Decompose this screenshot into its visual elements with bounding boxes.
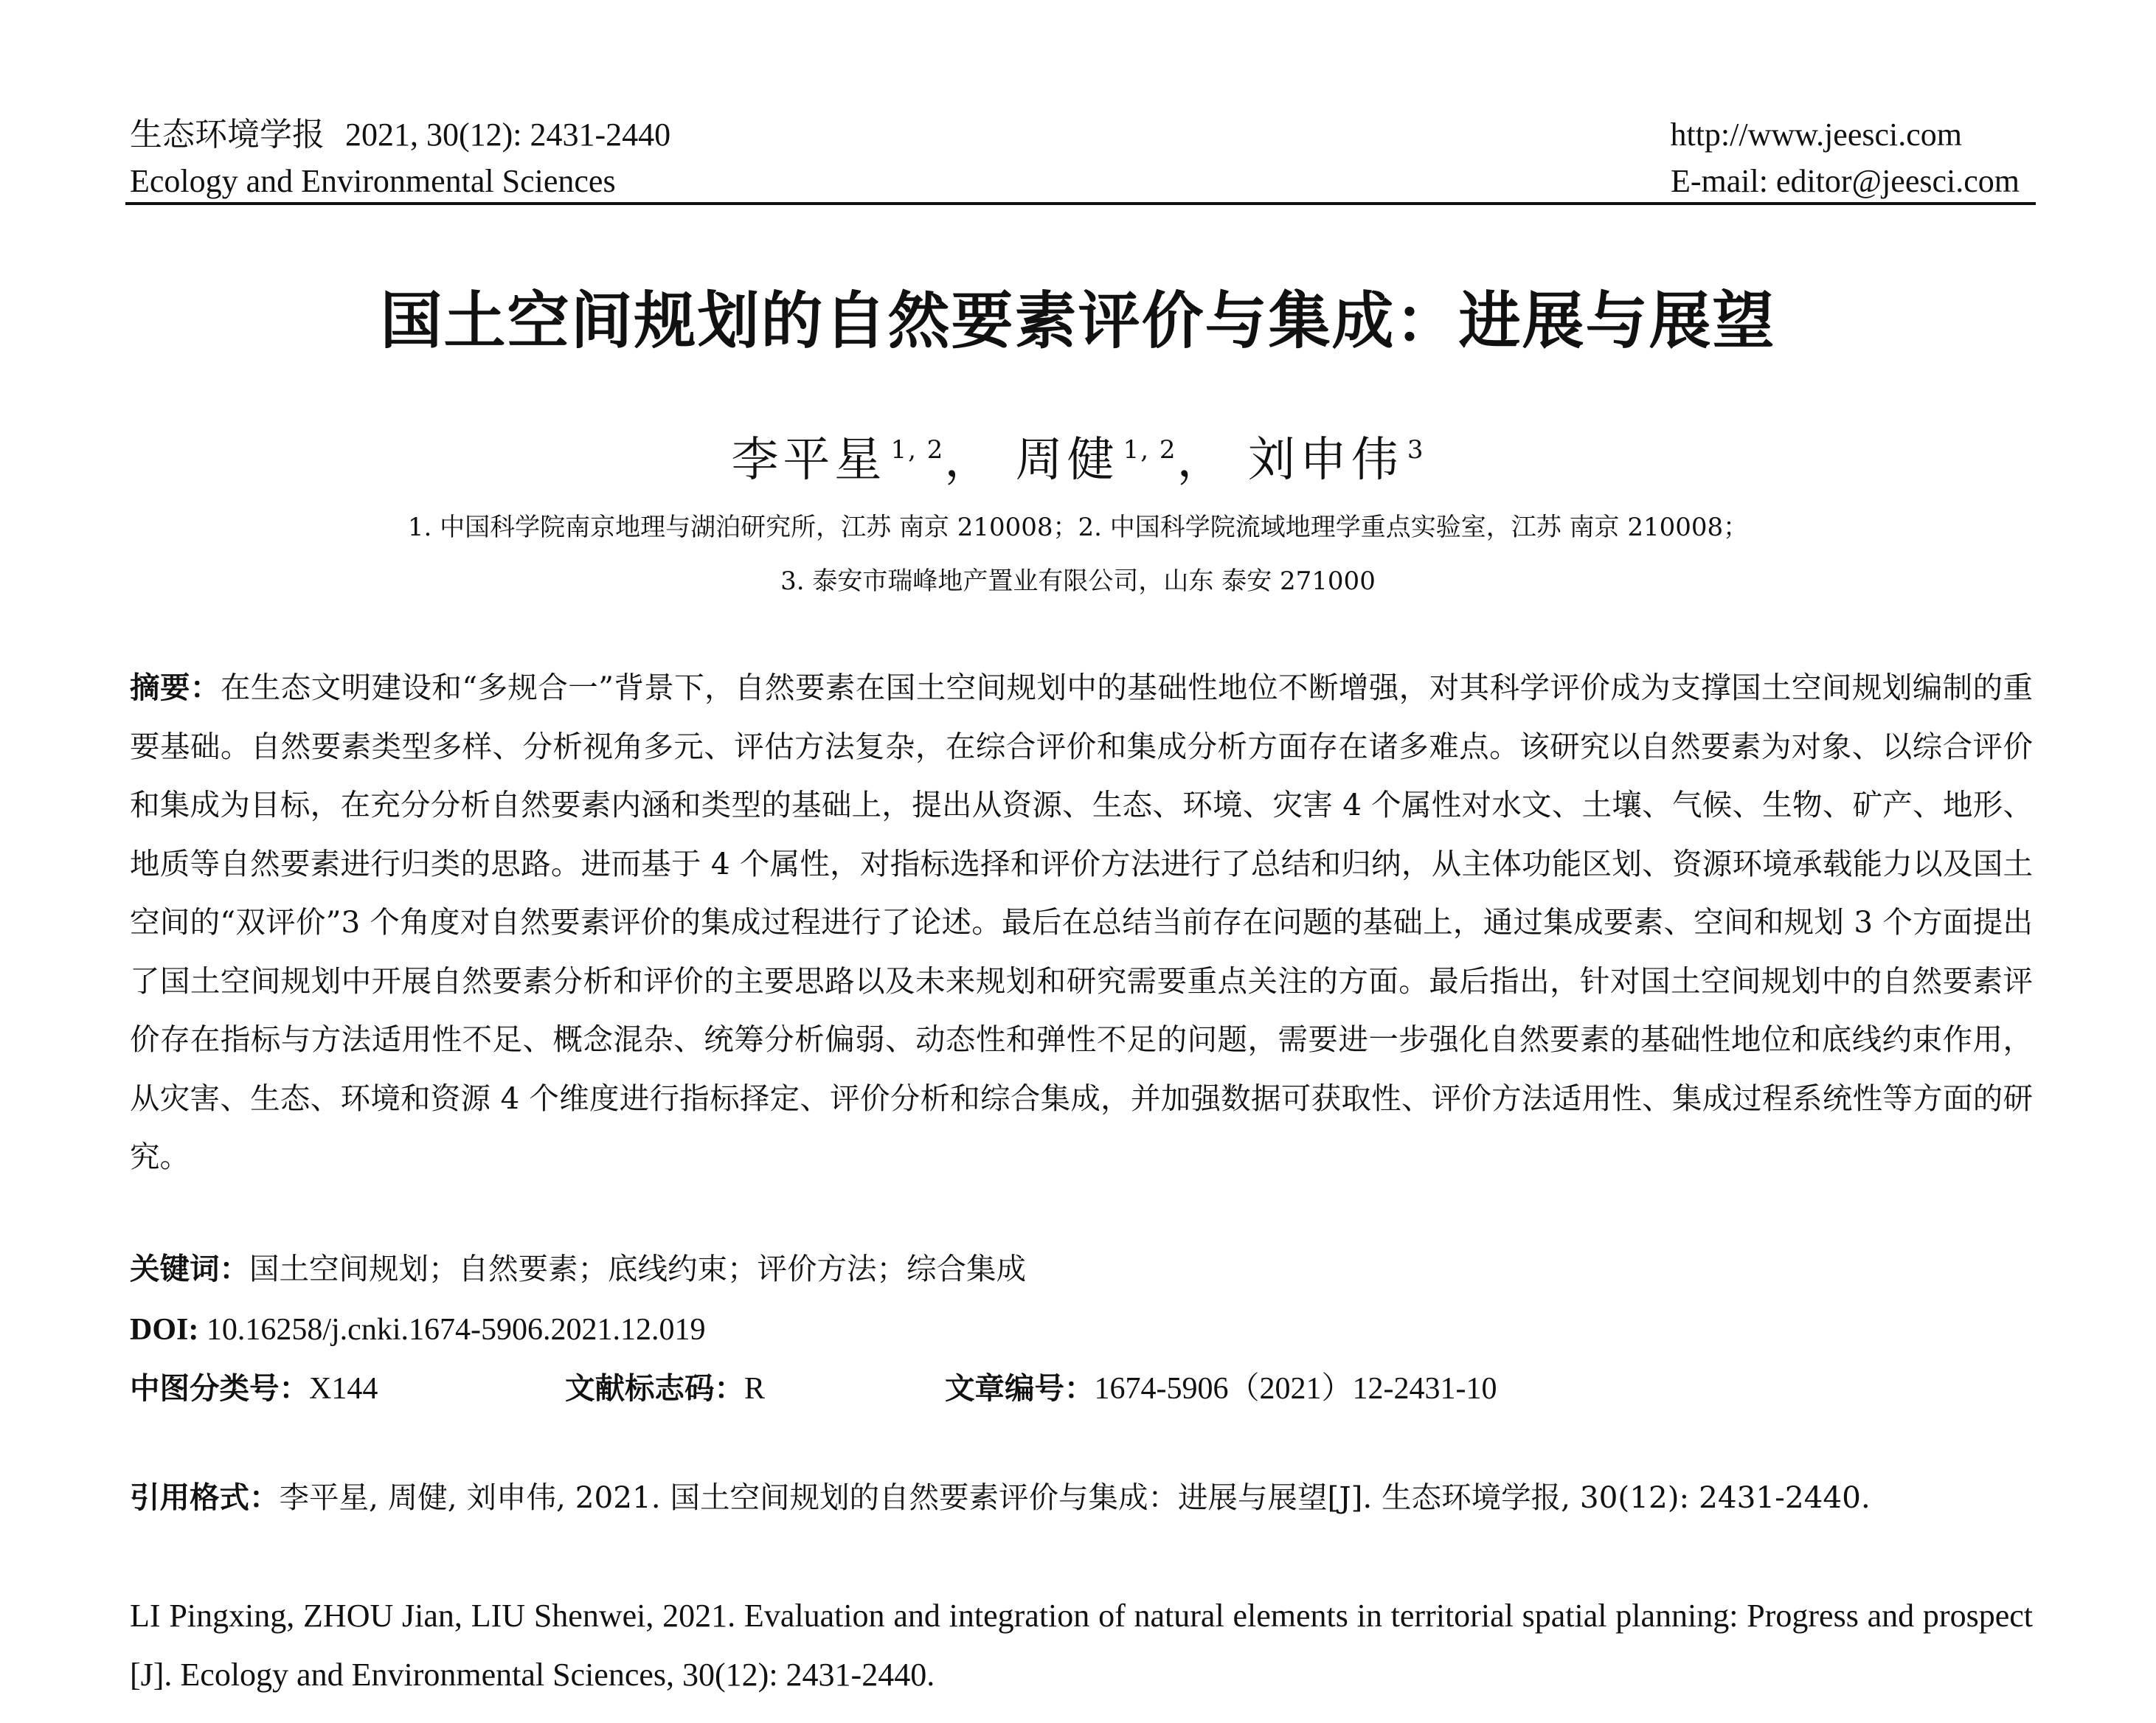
affiliation-line: 1. 中国科学院南京地理与湖泊研究所，江苏 南京 210008；2. 中国科学院流域地理学重点实验室，江苏 南京 210008； xyxy=(407,513,1749,542)
doi-label: DOI: xyxy=(130,1313,199,1347)
affiliation-line: 3. 泰安市瑞峰地产置业有限公司，山东 泰安 271000 xyxy=(780,566,1376,596)
journal-url[interactable]: http://www.jeesci.com xyxy=(1670,117,1962,153)
journal-name-en: Ecology and Environmental Sciences xyxy=(130,163,616,199)
author-affiliation-mark: 1, 2 xyxy=(1123,435,1177,465)
journal-name-cn: 生态环境学报 xyxy=(130,116,325,153)
author-name: 周健 xyxy=(1015,433,1119,488)
abstract-text: 在生态文明建设和“多规合一”背景下，自然要素在国土空间规划中的基础性地位不断增强，对其科学评价成为支撑国土空间规划编制的重要基础。自然要素类型多样、分析视角多元、评估方法复杂，在综合评价和集成分析方面存在诸多难点。该研究以自然要素为对象、以综合评价和集成为目标，在充分分析自然要素内涵和类型的基础上，提出从资源、生态、环境、灾害 4 个属性对水文、土壤、气候、生物、矿产、地形、地质等自然要素进行归类的思路。进而基于 4 个属性，对指标选择和评价方法进行了总结和归纳，从主体功能区划、资源环境承载能力以及国土空间的“双评价”3 个角度对自然要素评价的集成过程进行了论述。最后在总结当前存在问题的基础上，通过集成要素、空间和规划 3 个方面提出了国土空间规划中开展自然要素分析和评价的主要思路以及未来规划和研究需要重点关注的方面。最后指出，针对国土空间规划中的自然要素评价存在指标与方法适用性不足、概念混杂、统筹分析偏弱、动态性和弹性不足的问题，需要进一步强化自然要素的基础性地位和底线约束作用，从灾害、生态、环境和资源 4 个维度进行指标择定、评价分析和综合集成，并加强数据可获取性、评价方法适用性、集成过程系统性等方面的研究。 xyxy=(130,670,2034,1174)
clc-label: 中图分类号： xyxy=(130,1370,309,1406)
document-code xyxy=(565,1359,765,1418)
author-affiliation-mark: 1, 2 xyxy=(890,435,945,465)
citation-text-cn: 李平星, 周健, 刘申伟, 2021. 国土空间规划的自然要素评价与集成：进展与展望[J]. 生态环境学报, 30(12): 2431-2440. xyxy=(279,1480,1871,1515)
journal-issue: 2021, 30(12): 2431-2440 xyxy=(344,117,671,153)
classification-row xyxy=(130,1359,2033,1418)
keywords-text: 国土空间规划；自然要素；底线约束；评价方法；综合集成 xyxy=(249,1251,1026,1286)
citation-en: LI Pingxing, ZHOU Jian, LIU Shenwei, 2021. Evaluation and integration of natural elements in territorial spatial planning: Progress and prospect [J]. Ecology and Environmental Sciences, 30(12): 2431-2440. xyxy=(130,1598,2033,1693)
citation-label: 引用格式： xyxy=(130,1480,280,1515)
author-name: 李平星 xyxy=(731,433,887,488)
doi-line xyxy=(130,1300,2033,1359)
article-number xyxy=(945,1359,1497,1418)
document-code-label: 文献标志码： xyxy=(565,1370,744,1406)
article-number-label: 文章编号： xyxy=(945,1370,1095,1406)
author-separator: ， xyxy=(944,433,996,488)
page-header xyxy=(130,111,2036,207)
author-name: 刘申伟 xyxy=(1247,433,1403,488)
journal-email[interactable]: E-mail: editor@jeesci.com xyxy=(1670,163,2020,199)
header-rule xyxy=(125,202,2036,205)
journal-line xyxy=(130,111,670,159)
abstract xyxy=(130,659,2033,1187)
clc-number xyxy=(130,1359,378,1418)
author-affiliation-mark: 3 xyxy=(1407,435,1425,465)
article-number-value: 1674-5906（2021）12-2431-10 xyxy=(1094,1372,1497,1406)
paper-title: 国土空间规划的自然要素评价与集成：进展与展望 xyxy=(380,285,1776,357)
doi-value[interactable]: 10.16258/j.cnki.1674-5906.2021.12.019 xyxy=(206,1313,706,1347)
keywords-label: 关键词： xyxy=(130,1251,249,1286)
author-separator: ， xyxy=(1176,433,1229,488)
clc-value: X144 xyxy=(309,1372,378,1406)
abstract-label: 摘要： xyxy=(130,670,221,705)
document-code-value: R xyxy=(744,1372,766,1406)
author-list xyxy=(0,417,2156,493)
keywords xyxy=(130,1239,2033,1298)
citation-cn xyxy=(130,1468,2033,1527)
